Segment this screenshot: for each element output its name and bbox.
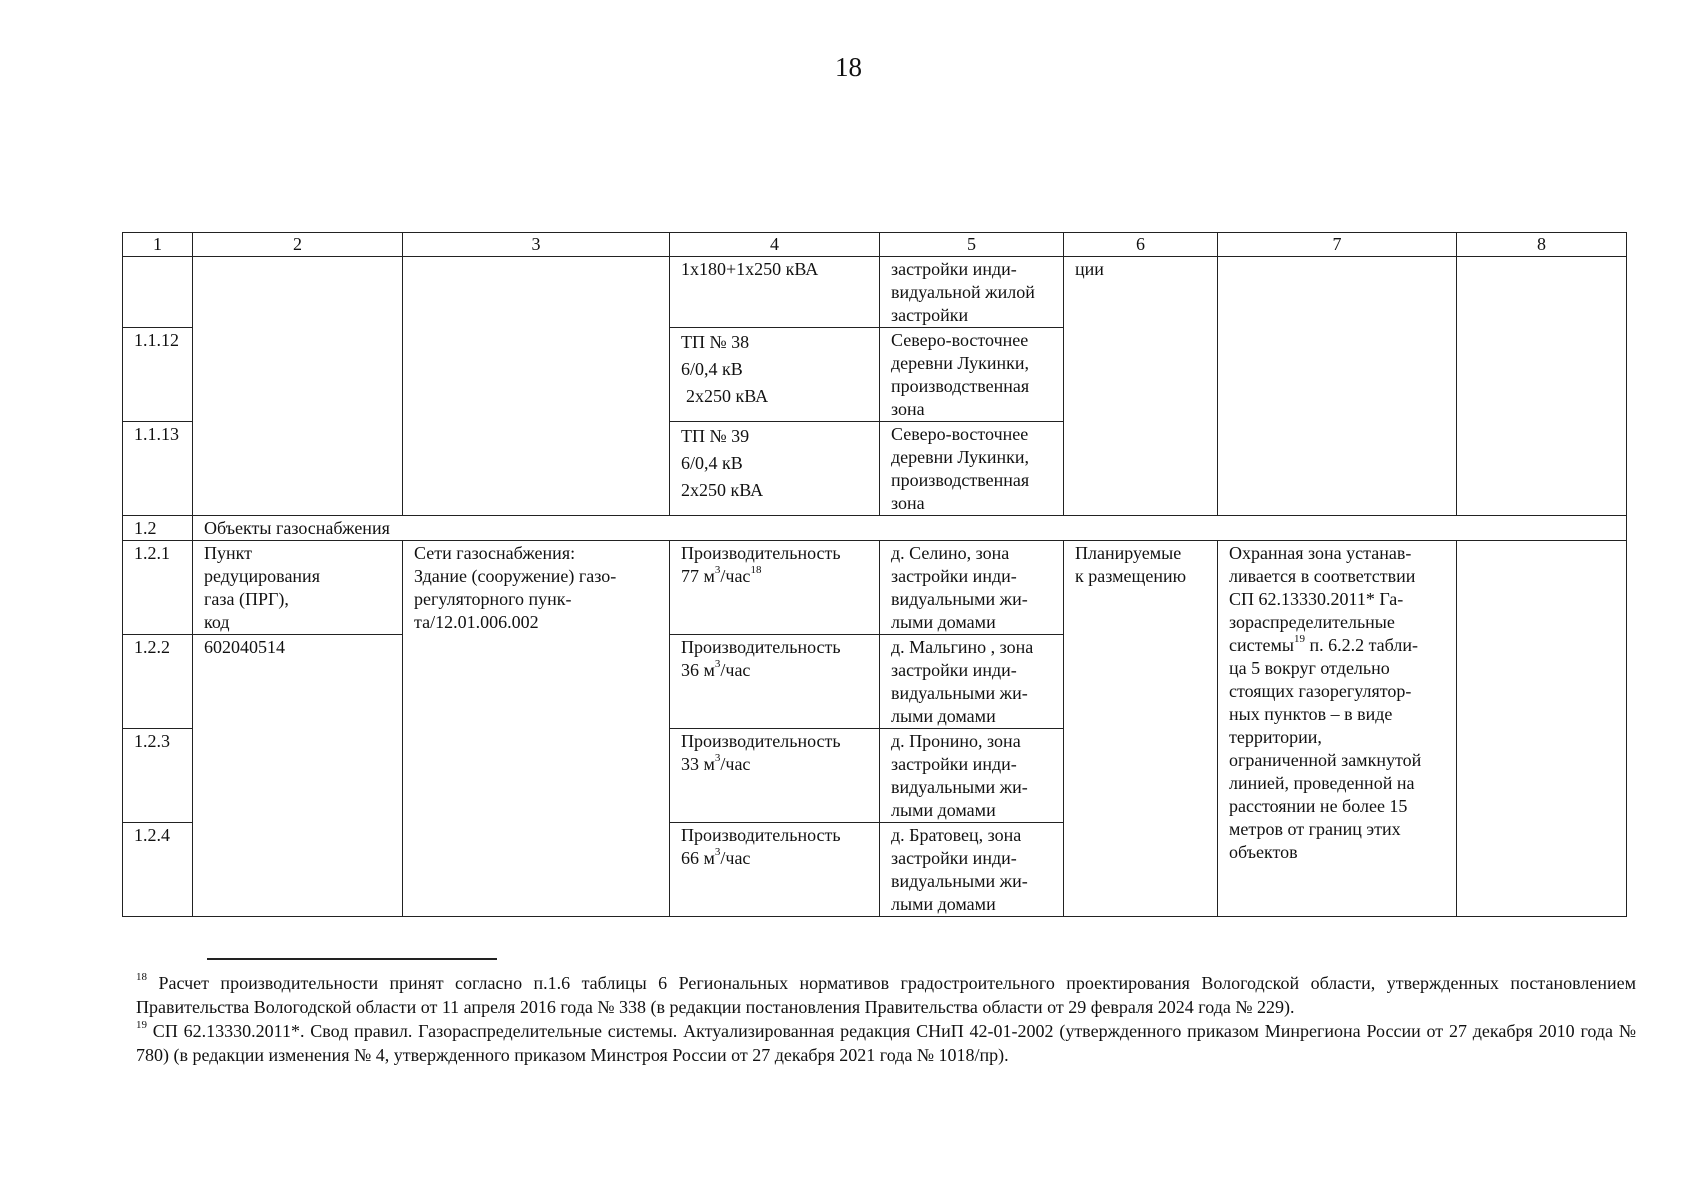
- column-header: 1: [123, 233, 193, 257]
- column-header: 3: [403, 233, 670, 257]
- cell-location: застройки инди- видуальной жилой застройки: [880, 257, 1064, 328]
- cell-status: ции: [1064, 257, 1218, 516]
- cell-location: д. Братовец, зона застройки инди- видуальными жи- лыми домами: [880, 823, 1064, 917]
- footnote-ref: 19: [1293, 633, 1305, 645]
- cell-location: д. Мальгино , зона застройки инди- видуальными жи- лыми домами: [880, 635, 1064, 729]
- column-header: 6: [1064, 233, 1218, 257]
- capacity-label: Производительность: [681, 825, 841, 845]
- page-number: 18: [835, 52, 862, 82]
- footnote-text: Расчет производительности принят согласно п.1.6 таблицы 6 Региональных нормативов градостроительного проектирования Вологодской области, утвержденных постановлением Правительства Вологодской области от 11 апреля 2016 года № 338 (в редакции постановления Правительства области от 29 февраля 2024 года № 229).: [136, 973, 1636, 1017]
- cell-characteristics: [670, 823, 880, 917]
- footnotes: [136, 971, 1636, 1067]
- cell-number: 1.1.12: [123, 328, 193, 422]
- table-row: [123, 257, 1627, 328]
- capacity-label: Производительность: [681, 637, 841, 657]
- cell-number: [123, 257, 193, 328]
- capacity-value: 33 $м^3$/час: [681, 752, 751, 774]
- cell-number: 1.2.4: [123, 823, 193, 917]
- table-row: [123, 541, 1627, 635]
- cell-name: Пункт редуцирования газа (ПРГ), код: [193, 541, 403, 635]
- cell-zone: [1218, 257, 1457, 516]
- cell-location: Северо-восточнее деревни Лукинки, производственная зона: [880, 422, 1064, 516]
- substation-name: ТП № 38: [681, 332, 750, 352]
- cell-note: [1457, 541, 1627, 917]
- capacity-value: 77 $м^3/час^{18}$: [681, 564, 762, 586]
- cell-number: 1.2.2: [123, 635, 193, 729]
- objects-table: [122, 232, 1627, 917]
- column-header: 7: [1218, 233, 1457, 257]
- cell-number: 1.2.3: [123, 729, 193, 823]
- cell-number: 1.1.13: [123, 422, 193, 516]
- cell-note: [1457, 257, 1627, 516]
- cell-network: [403, 257, 670, 516]
- cell-characteristics: [670, 541, 880, 635]
- cell-characteristics: [670, 328, 880, 422]
- footnote-mark: 18: [136, 971, 147, 983]
- substation-voltage: 6/0,4 кВ: [681, 359, 743, 379]
- capacity-label: Производительность: [681, 731, 841, 751]
- cell-zone: Охранная зона устанав- ливается в соответствии СП 62.13330.2011* Га- зораспределительные системы$^{19}$ п. 6.2.2 табли- ца 5 вокруг отдельно стоящих газорегулятор- ных пунктов – в виде территории, ограниченной замкнутой линией, проведенной на расстоянии не более 15 метров от границ этих объектов: [1218, 541, 1457, 917]
- substation-power: 2х250 кВА: [686, 386, 769, 406]
- column-header: 2: [193, 233, 403, 257]
- cell-name: [193, 257, 403, 516]
- table-section-row: [123, 516, 1627, 541]
- footnote-mark: 19: [136, 1019, 147, 1031]
- cell-status: Планируемые к размещению: [1064, 541, 1218, 917]
- cell-number: 1.2: [123, 516, 193, 541]
- cell-location: д. Селино, зона застройки инди- видуальными жи- лыми домами: [880, 541, 1064, 635]
- capacity-value: 66 $м^3$/час: [681, 846, 751, 868]
- cell-location: Северо-восточнее деревни Лукинки, производственная зона: [880, 328, 1064, 422]
- table-header-row: [123, 233, 1627, 257]
- column-header: 5: [880, 233, 1064, 257]
- footnote-19: [136, 1019, 1636, 1067]
- cell-location: д. Пронино, зона застройки инди- видуальными жи- лыми домами: [880, 729, 1064, 823]
- cell-characteristics: [670, 635, 880, 729]
- cell-characteristics: [670, 729, 880, 823]
- capacity-value: 36 $м^3$/час: [681, 658, 751, 680]
- capacity-label: Производительность: [681, 543, 841, 563]
- substation-voltage: 6/0,4 кВ: [681, 453, 743, 473]
- column-header: 8: [1457, 233, 1627, 257]
- column-header: 4: [670, 233, 880, 257]
- footnote-divider: [207, 958, 497, 960]
- cell-characteristics: [670, 422, 880, 516]
- footnote-text: СП 62.13330.2011*. Свод правил. Газораспределительные системы. Актуализированная редакция СНиП 42-01-2002 (утвержденного приказом Минрегиона России от 27 декабря 2010 года № 780) (в редакции изменения № 4, утвержденного приказом Минстроя России от 27 декабря 2021 года № 1018/пр).: [136, 1021, 1636, 1065]
- cell-network: Сети газоснабжения: Здание (сооружение) газо- регуляторного пунк- та/12.01.006.002: [403, 541, 670, 917]
- section-title: Объекты газоснабжения: [193, 516, 1627, 541]
- substation-name: ТП № 39: [681, 426, 750, 446]
- substation-power: 2х250 кВА: [681, 480, 764, 500]
- cell-characteristics: 1х180+1х250 кВА: [670, 257, 880, 328]
- footnote-ref: 18: [750, 564, 762, 576]
- cell-name: 602040514: [193, 635, 403, 917]
- cell-number: 1.2.1: [123, 541, 193, 635]
- footnote-18: [136, 971, 1636, 1019]
